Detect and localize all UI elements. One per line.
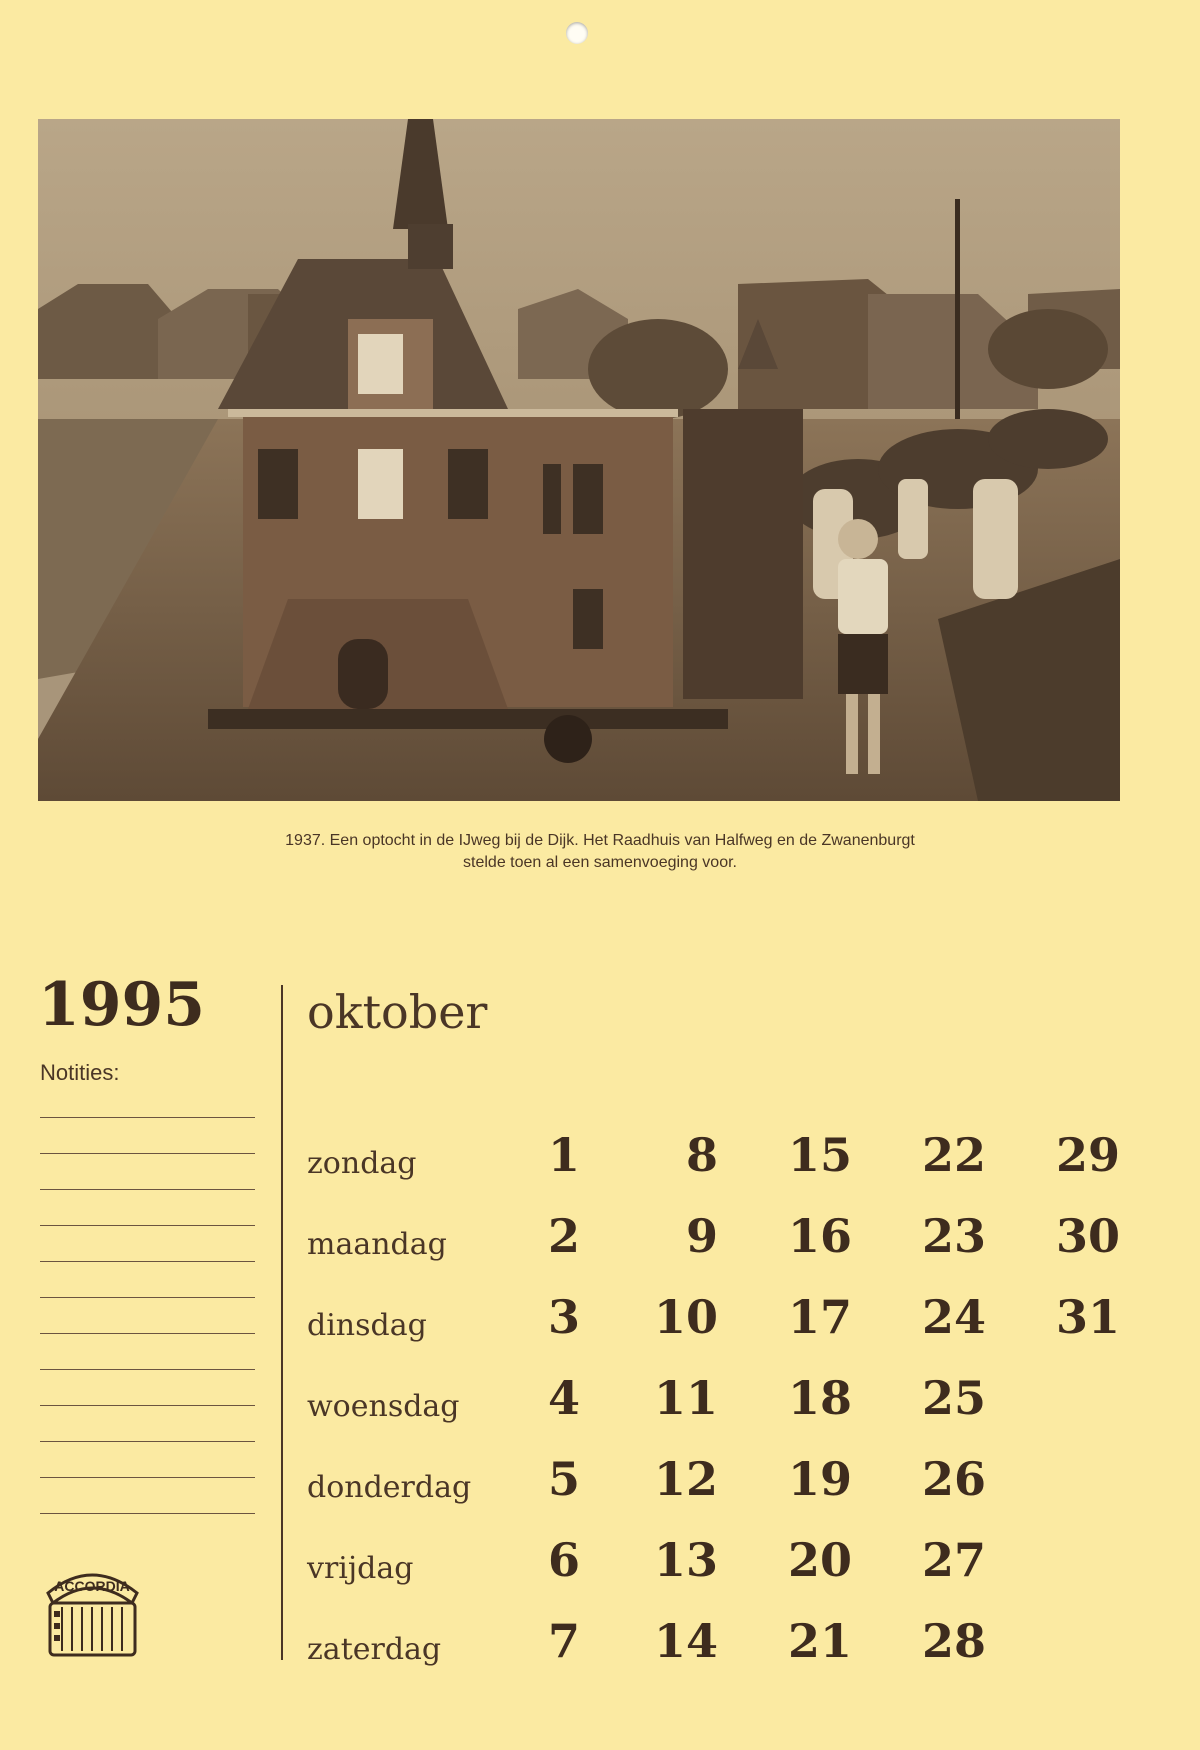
date-number: 17 — [787, 1290, 852, 1344]
date-number: 21 — [787, 1614, 852, 1668]
date-number: 6 — [547, 1533, 580, 1587]
day-name-zaterdag: zaterdag — [307, 1632, 442, 1667]
date-number: 1 — [547, 1128, 580, 1182]
date-number: 31 — [1055, 1290, 1120, 1344]
note-line — [40, 1369, 255, 1370]
note-line — [40, 1297, 255, 1298]
note-line — [40, 1189, 255, 1190]
caption-line-2: stelde toen al een samenvoeging voor. — [463, 854, 737, 871]
date-number: 4 — [547, 1371, 580, 1425]
date-number: 23 — [921, 1209, 986, 1263]
month-title: oktober — [307, 985, 488, 1039]
logo-text: ACCORDIA — [54, 1578, 130, 1594]
caption-line-1: 1937. Een optocht in de IJweg bij de Dijk. Het Raadhuis van Halfweg en de Zwanenburgt — [285, 832, 915, 849]
note-line — [40, 1225, 255, 1226]
date-number: 26 — [921, 1452, 986, 1506]
day-name-dinsdag: dinsdag — [307, 1308, 427, 1343]
date-number: 14 — [653, 1614, 718, 1668]
date-number: 24 — [921, 1290, 986, 1344]
day-name-maandag: maandag — [307, 1227, 447, 1262]
date-number: 13 — [653, 1533, 718, 1587]
day-name-vrijdag: vrijdag — [307, 1551, 414, 1586]
date-number: 7 — [547, 1614, 580, 1668]
accordia-logo — [40, 1555, 145, 1660]
note-line — [40, 1441, 255, 1442]
date-number: 20 — [787, 1533, 852, 1587]
date-number: 16 — [787, 1209, 852, 1263]
date-number: 30 — [1055, 1209, 1120, 1263]
day-name-donderdag: donderdag — [307, 1470, 472, 1505]
date-number: 5 — [547, 1452, 580, 1506]
note-line — [40, 1153, 255, 1154]
date-number: 22 — [921, 1128, 986, 1182]
date-number: 15 — [787, 1128, 852, 1182]
notes-label: Notities: — [40, 1060, 120, 1085]
date-number: 12 — [653, 1452, 718, 1506]
date-number: 27 — [921, 1533, 986, 1587]
hanging-hole — [566, 22, 588, 44]
date-number: 29 — [1055, 1128, 1120, 1182]
date-number: 11 — [653, 1371, 718, 1425]
date-number: 18 — [787, 1371, 852, 1425]
date-number: 28 — [921, 1614, 986, 1668]
date-number: 19 — [787, 1452, 852, 1506]
photo-caption — [100, 830, 1100, 874]
day-name-woensdag: woensdag — [307, 1389, 460, 1424]
note-line — [40, 1333, 255, 1334]
note-line — [40, 1261, 255, 1262]
day-name-zondag: zondag — [307, 1146, 417, 1181]
date-number: 3 — [547, 1290, 580, 1344]
note-line — [40, 1117, 255, 1118]
note-line — [40, 1477, 255, 1478]
column-divider — [281, 985, 283, 1660]
date-number: 8 — [685, 1128, 718, 1182]
date-number: 10 — [653, 1290, 718, 1344]
date-number: 25 — [921, 1371, 986, 1425]
historic-photo — [38, 119, 1120, 801]
date-number: 9 — [685, 1209, 718, 1263]
note-line — [40, 1513, 255, 1514]
date-number: 2 — [547, 1209, 580, 1263]
year-heading: 1995 — [38, 970, 205, 1040]
note-line — [40, 1405, 255, 1406]
